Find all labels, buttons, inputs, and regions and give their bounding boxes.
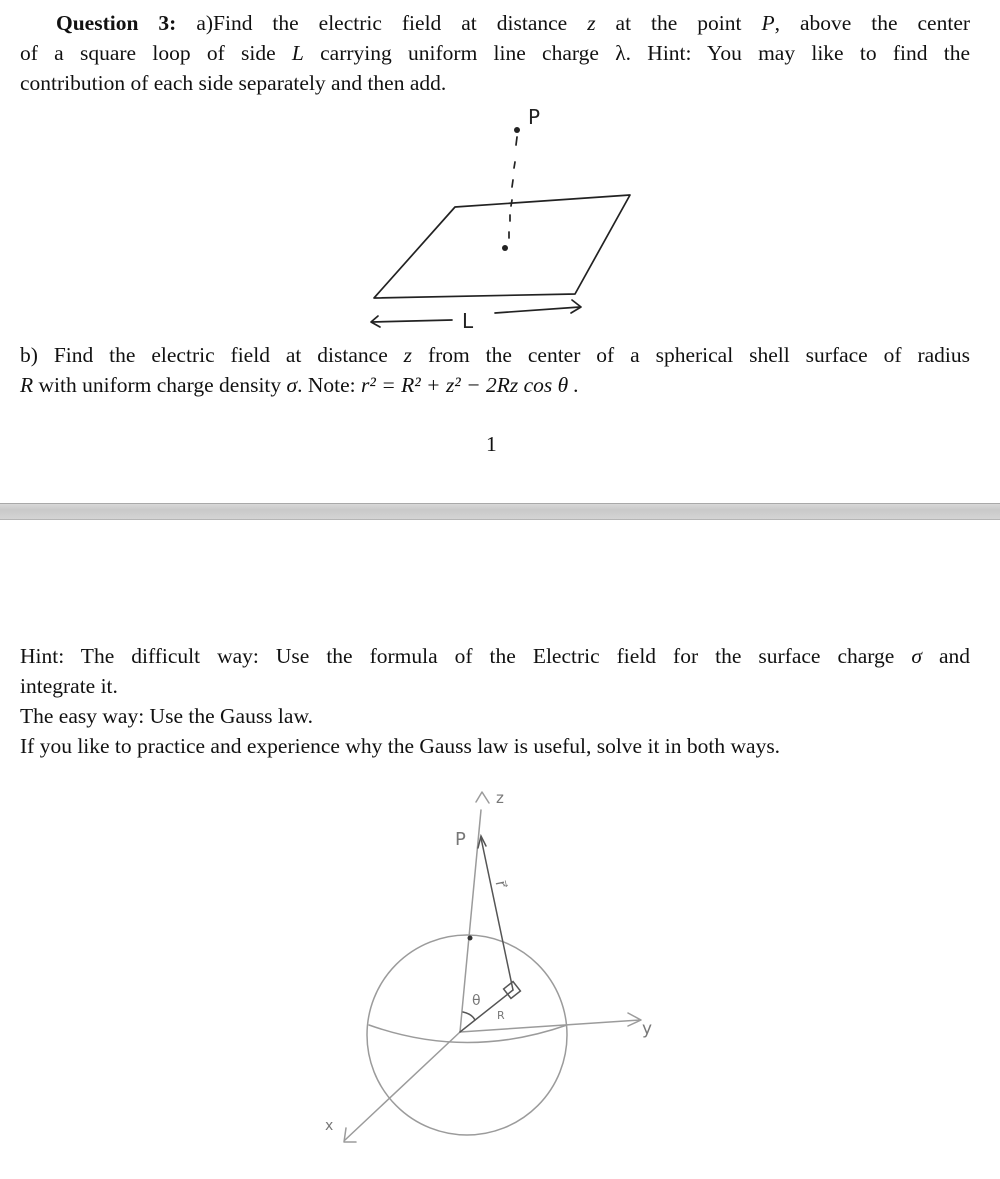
square-loop-figure	[0, 0, 1000, 340]
page-2	[0, 520, 1000, 1179]
hint-line-3: The easy way: Use the Gauss law.	[20, 704, 313, 728]
spherical-shell-figure	[0, 520, 1000, 1179]
theta-arc	[463, 1012, 475, 1020]
z-axis-arrowhead	[476, 792, 489, 803]
z-axis-label: z	[496, 789, 504, 807]
part-a-line-3: contribution of each side separately and then add.	[20, 71, 447, 95]
x-axis-line	[345, 1032, 460, 1140]
axis-dashed-line	[509, 137, 517, 238]
part-b-line-1: b) Find the electric field at distance z from the center of a spherical shell surface of radius	[20, 343, 971, 367]
center-dot	[502, 245, 508, 251]
note-formula: r² = R² + z² − 2Rz cos θ .	[361, 373, 579, 397]
y-axis-arrowhead	[628, 1013, 641, 1026]
part-b-line-2: R with uniform charge density σ. Note: r² = R² + z² − 2Rz cos θ .	[20, 373, 579, 397]
y-axis-label: y	[642, 1019, 653, 1039]
part-b-text	[20, 340, 970, 400]
hint-line-4: If you like to practice and experience why the Gauss law is useful, solve it in both ways.	[20, 734, 781, 758]
page-separator	[0, 503, 1000, 520]
theta-label: θ	[472, 993, 481, 1009]
x-axis-label: x	[325, 1118, 334, 1134]
radius-line	[460, 990, 513, 1032]
r-vector-label: r⃗	[491, 878, 511, 889]
part-a-line-1: Question 3: a)Find the electric field at distance z at the point P, above the center	[56, 11, 971, 35]
radius-label: R	[497, 1009, 505, 1022]
page-1	[0, 0, 1000, 503]
square-loop-outline	[374, 195, 630, 298]
point-p-label: P	[528, 105, 541, 129]
sphere-top-dot	[468, 936, 473, 941]
side-length-arrow	[371, 300, 581, 327]
side-length-label: L	[462, 309, 474, 333]
point-p-dot	[514, 127, 520, 133]
page-number: 1	[486, 432, 497, 456]
hint-line-1: Hint: The difficult way: Use the formula of the Electric field for the surface charge σ and	[20, 644, 970, 668]
sphere-equator	[369, 1025, 567, 1043]
part-a-line-2: of a square loop of side L carrying uniform line charge λ. Hint: You may like to find the	[20, 41, 970, 65]
square-loop	[374, 195, 630, 298]
r-vector-line	[481, 838, 513, 990]
question-heading: Question 3:	[56, 11, 177, 35]
hint-line-2: integrate it.	[20, 674, 118, 698]
point-p-label: P	[455, 829, 466, 850]
